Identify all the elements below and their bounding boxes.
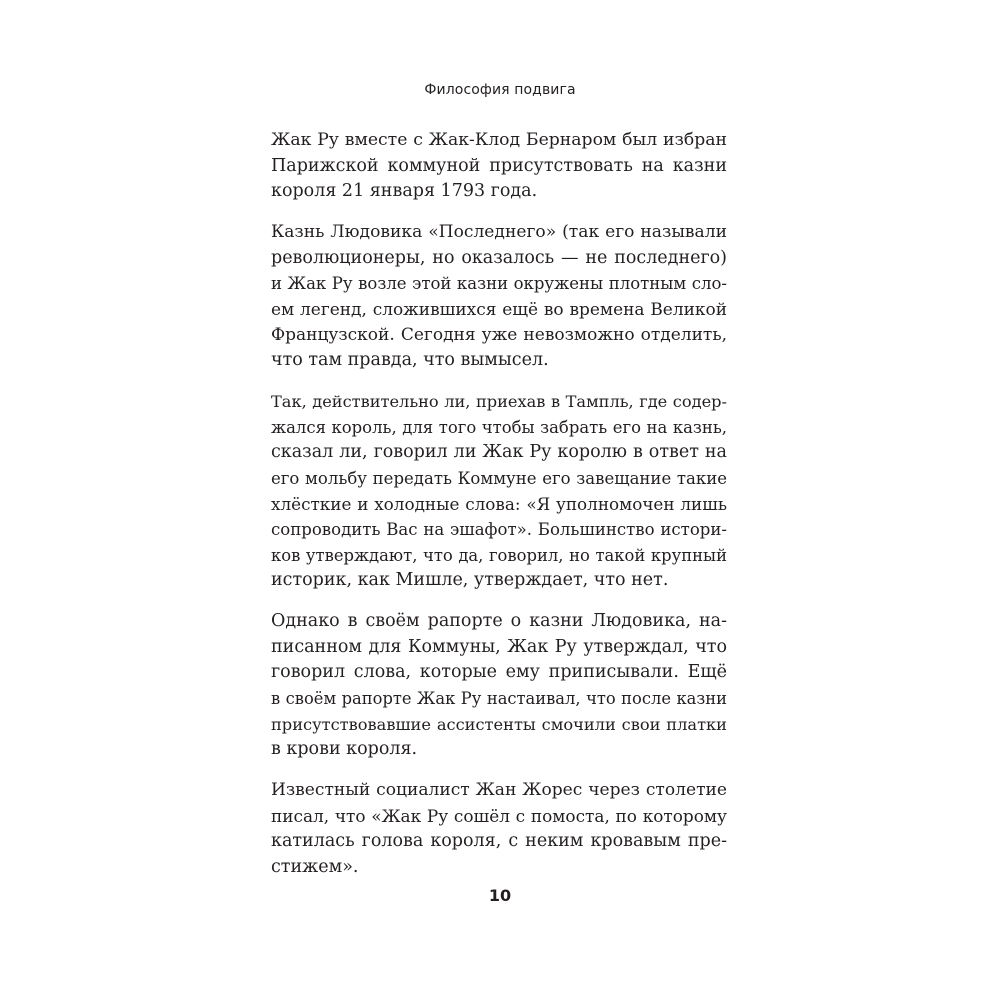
text-line: Французской. Сегодня уже невозможно отделить, (271, 324, 727, 345)
paragraph-4 (271, 609, 727, 763)
text-line: в крови короля. (271, 739, 418, 760)
text-line: присутствовавшие ассистенты смочили свои платки (271, 714, 727, 734)
text-line: Известный социалист Жан Жорес через столетие (271, 780, 727, 801)
running-title: Философия подвига (424, 82, 576, 98)
text-line: и Жак Ру возле этой казни окружены плотным сло- (271, 274, 727, 294)
text-line: говорил слова, которые ему приписывали. Ещё (271, 662, 727, 683)
text-line: что там правда, что вымысел. (271, 350, 549, 371)
text-line: короля 21 января 1793 года. (271, 181, 538, 202)
text-line: Однако в своём рапорте о казни Людовика, на- (271, 611, 727, 632)
paragraph-2 (271, 220, 727, 374)
paragraph-1 (271, 128, 727, 205)
text-line: жался король, для того чтобы забрать его на казнь, (271, 417, 727, 437)
text-line: писал, что «Жак Ру сошёл с помоста, по которому (271, 805, 727, 826)
text-line: Жак Ру вместе с Жак-Клод Бернаром был избран (271, 130, 727, 150)
text-line: Так, действительно ли, приехав в Тампль, где содер- (271, 392, 727, 412)
text-line: Парижской коммуной присутствовать на казни (271, 155, 727, 176)
paragraph-3 (271, 389, 727, 594)
text-line: его мольбу передать Коммуне его завещание такие (271, 468, 727, 488)
body-text (271, 128, 727, 896)
text-line: ем легенд, сложившихся ещё во времена Великой (271, 298, 727, 319)
text-line: историк, как Мишле, утверждает, что нет. (271, 570, 669, 591)
text-line: Казнь Людовика «Последнего» (так его называли (271, 222, 727, 243)
text-line: катилась голова короля, с неким кровавым пре- (271, 831, 727, 852)
page-number: 10 (488, 886, 512, 905)
text-line: ков утверждают, что да, говорил, но такой крупный (271, 545, 727, 565)
text-line: хлёсткие и холодные слова: «Я уполномочен лишь (271, 493, 727, 514)
text-line: революционеры, но оказалось — не последнего) (271, 247, 727, 268)
text-line: писанном для Коммуны, Жак Ру утверждал, что (271, 636, 727, 657)
text-line: сказал ли, говорил ли Жак Ру королю в ответ на (271, 442, 727, 463)
text-line: стижем». (271, 857, 359, 877)
paragraph-5 (271, 778, 727, 880)
text-line: в своём рапорте Жак Ру настаивал, что после казни (271, 689, 727, 709)
text-line: сопроводить Вас на эшафот». Большинство истори- (271, 520, 727, 540)
